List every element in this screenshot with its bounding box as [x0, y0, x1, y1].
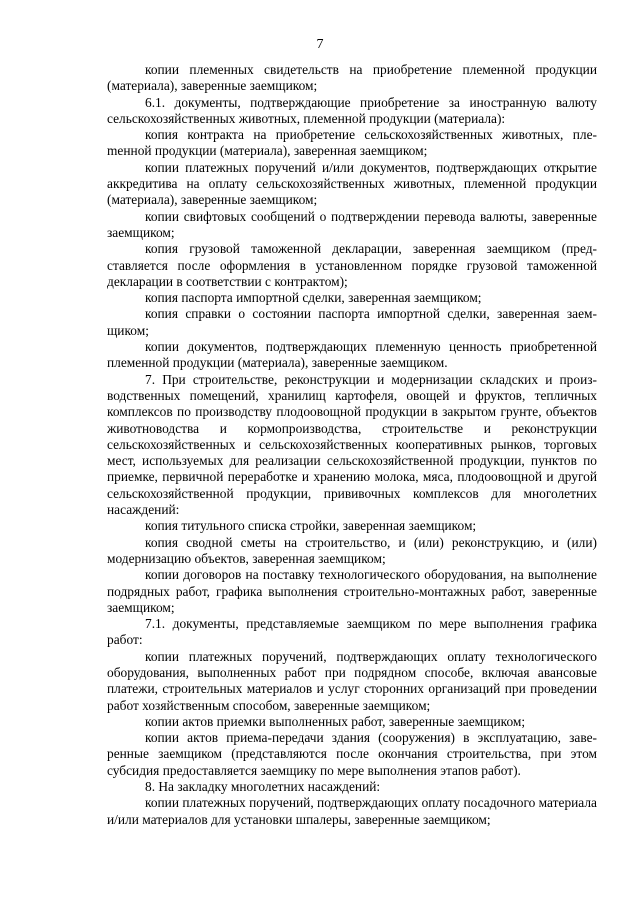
- paragraph-contract-copy: копия контракта на приобретение сельскохозяйственных животных, плеmенной продукции (материала), заверенная заемщиком;: [107, 127, 597, 159]
- page-number: 7: [316, 37, 324, 52]
- paragraph-import-deal-passport-status: копия справки о состоянии паспорта импортной сделки, заверенная заемщиком;: [107, 306, 597, 338]
- paragraph-7-1-schedule-documents: 7.1. документы, представляемые заемщиком по мере выполнения графика работ:: [107, 616, 597, 648]
- document-body: [107, 62, 597, 828]
- paragraph-7-construction: 7. При строительстве, реконструкции и модернизации складских и производственных помещений, хранилищ картофеля, овощей и фруктов, тепличных комплексов по производству плодоовощной продукции в закрытом грунте, объектов животноводства и кормопроизводства, строительстве и реконструкции сельскохозяйственных и сельскохозяйственных кооперативных рынков, торговых мест, используемых для реализации сельскохозяйственной продукции, пунктов по приемке, первичной переработке и хранению молока, мяса, плодоовощной и другой сельскохозяйственной продукции, прививочных комплексов для многолетних насаждений:: [107, 371, 597, 518]
- paragraph-swift-messages: копии свифтовых сообщений о подтверждении перевода валюты, заверенные заемщиком;: [107, 208, 597, 240]
- paragraph-equipment-contracts: копии договоров на поставку технологического оборудования, на выполнение подрядных работ, графика выполнения строительно-монтажных работ, заверенные заемщиком;: [107, 567, 597, 615]
- paragraph-import-deal-passport: копия паспорта импортной сделки, заверенная заемщиком;: [145, 290, 482, 306]
- paragraph-commissioning-acts: копии актов приема-передачи здания (сооружения) в эксплуатацию, заверенные заемщиком (представляются после окончания строительства, при этом субсидия предоставляется заемщику по мере выполнения этапов работ).: [107, 730, 597, 778]
- paragraph-summary-estimate: копия сводной сметы на строительство, и (или) реконструкцию, и (или) модернизацию объектов, заверенная заемщиком;: [107, 534, 597, 566]
- paragraph-planting-material-payments: копии платежных поручений, подтверждающих оплату посадочного материала и/или материалов для установки шпалеры, заверенные заемщиком;: [107, 795, 597, 827]
- paragraph-customs-declaration: копия грузовой таможенной декларации, заверенная заемщиком (представляется после оформления в установленном порядке грузовой таможенной декларации в соответствии с контрактом);: [107, 241, 597, 289]
- paragraph-breeding-certificates: копии племенных свидетельств на приобретение племенной продукции (материала), заверенные заемщиком;: [107, 62, 597, 94]
- paragraph-8-perennial-plantings: 8. На закладку многолетних насаждений:: [145, 779, 381, 795]
- paragraph-payment-orders-letter-of-credit: копии платежных поручений и/или документов, подтверждающих открытие аккредитива на оплату сельскохозяйственных животных, племенной продукции (материала), заверенные заемщиком;: [107, 159, 597, 208]
- paragraph-breeding-value-documents: копии документов, подтверждающих племенную ценность приобретенной племенной продукции (материала), заверенные заемщиком.: [107, 339, 597, 371]
- paragraph-title-list: копия титульного списка стройки, заверенная заемщиком;: [145, 518, 477, 534]
- paragraph-acceptance-acts: копии актов приемки выполненных работ, заверенные заемщиком;: [145, 713, 526, 729]
- paragraph-6-1-foreign-currency: 6.1. документы, подтверждающие приобретение за иностранную валюту сельскохозяйственных животных, племенной продукции (материала):: [107, 94, 597, 126]
- paragraph-payment-orders-equipment: копии платежных поручений, подтверждающих оплату технологического оборудования, выполненных работ при подрядном способе, включая авансовые платежи, строительных материалов и услуг сторонних организаций при проведении работ хозяйственным способом, заверенные заемщиком;: [107, 648, 597, 713]
